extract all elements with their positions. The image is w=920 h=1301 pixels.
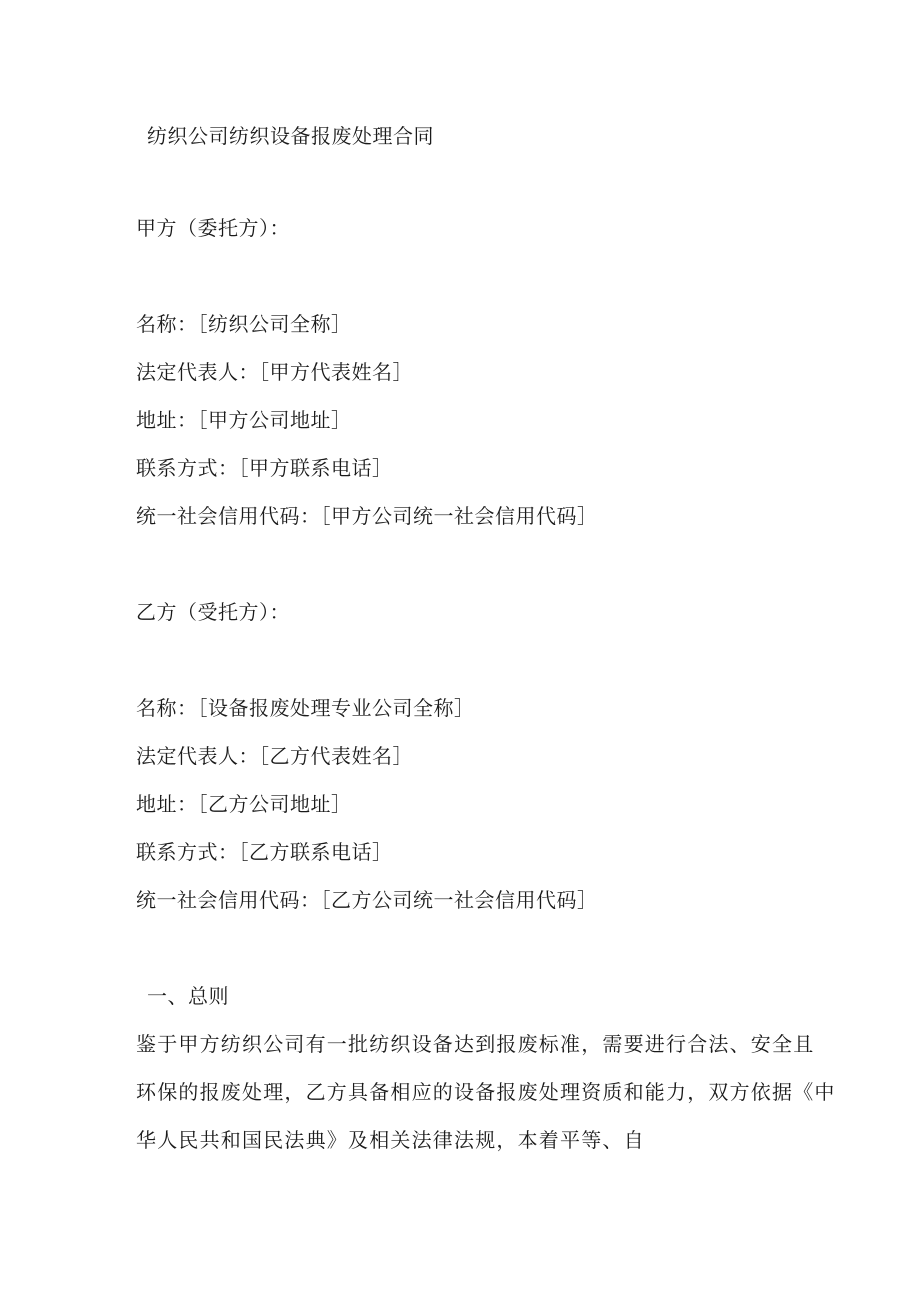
party-a-credit-code: 统一社会信用代码：［甲方公司统一社会信用代码］	[136, 504, 598, 528]
section-1-paragraph-line: 环保的报废处理，乙方具备相应的设备报废处理资质和能力，双方依据《中	[136, 1080, 836, 1104]
party-a-heading: 甲方（委托方）：	[136, 216, 290, 240]
party-a-name: 名称：［纺织公司全称］	[136, 312, 352, 336]
party-b-legal-rep: 法定代表人：［乙方代表姓名］	[136, 744, 413, 768]
party-b-name: 名称：［设备报废处理专业公司全称］	[136, 696, 475, 720]
party-b-address: 地址：［乙方公司地址］	[136, 792, 352, 816]
party-b-contact: 联系方式：［乙方联系电话］	[136, 840, 393, 864]
section-1-heading: 一、总则	[147, 984, 229, 1008]
section-1-paragraph-line: 华人民共和国民法典》及相关法律法规，本着平等、自	[136, 1128, 645, 1152]
document-title: 纺织公司纺织设备报废处理合同	[147, 124, 434, 148]
party-a-address: 地址：［甲方公司地址］	[136, 408, 352, 432]
section-1-paragraph-line: 鉴于甲方纺织公司有一批纺织设备达到报废标准，需要进行合法、安全且	[136, 1032, 815, 1056]
party-a-contact: 联系方式：［甲方联系电话］	[136, 456, 393, 480]
party-b-heading: 乙方（受托方）：	[136, 600, 290, 624]
party-b-credit-code: 统一社会信用代码：［乙方公司统一社会信用代码］	[136, 888, 598, 912]
party-a-legal-rep: 法定代表人：［甲方代表姓名］	[136, 360, 413, 384]
